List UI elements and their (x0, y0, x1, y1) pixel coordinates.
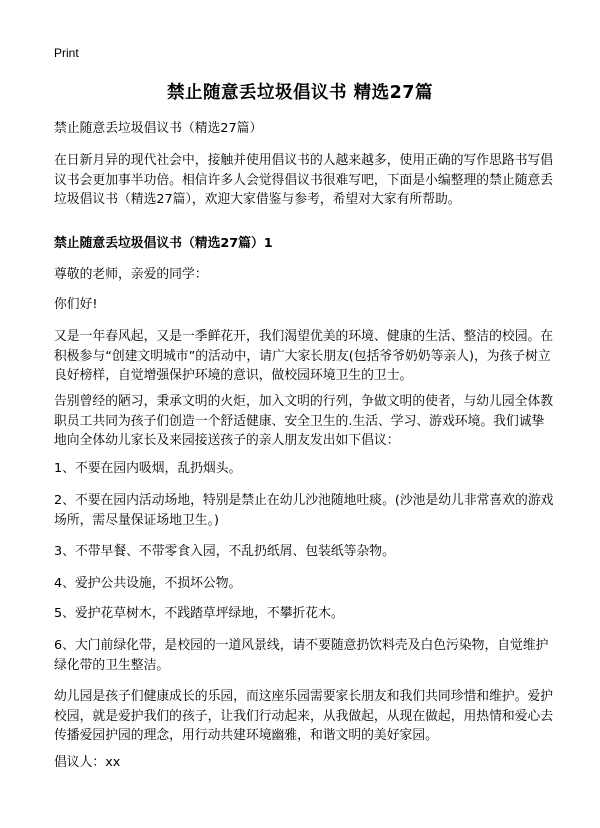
paragraph-2: 告别曾经的陋习，秉承文明的火炬，加入文明的行列，争做文明的使者，与幼儿园全体教职员工共同为孩子们创造一个舒适健康、安全卫生的.生活、学习、游戏环境。我们诚挚地向全体幼儿家长及来园接送孩子的亲人朋友发出如下倡议： (54, 394, 554, 448)
signature: 倡议人：xx (54, 755, 121, 770)
paragraph-1: 又是一年春风起，又是一季鲜花开，我们渴望优美的环境、健康的生活、整洁的校园。在积极参与“创建文明城市”的活动中，请广大家长朋友(包括爷爷奶奶等亲人)，为孩子树立良好榜样，自觉增强保护环境的意识，做校园环境卫生的卫士。 (54, 329, 554, 383)
intro-paragraph: 在日新月异的现代社会中，接触并使用倡议书的人越来越多，使用正确的写作思路书写倡议书会更加事半功倍。相信许多人会觉得倡议书很难写吧，下面是小编整理的禁止随意丢垃圾倡议书（精选27篇），欢迎大家借鉴与参考，希望对大家有所帮助。 (54, 153, 554, 207)
list-item-2: 2、不要在园内活动场地，特别是禁止在幼儿沙池随地吐痰。(沙池是幼儿非常喜欢的游戏场所，需尽量保证场地卫生。) (54, 493, 554, 528)
subtitle: 禁止随意丢垃圾倡议书（精选27篇） (54, 121, 263, 136)
page-title: 禁止随意丢垃圾倡议书 精选27篇 (167, 83, 433, 103)
greeting: 尊敬的老师，亲爱的同学： (54, 267, 208, 282)
hello-line: 你们好! (54, 297, 98, 312)
list-item-5: 5、爱护花草树木，不践踏草坪绿地，不攀折花木。 (54, 606, 344, 621)
section-heading: 禁止随意丢垃圾倡议书（精选27篇）1 (54, 236, 273, 251)
print-link[interactable]: Print (54, 46, 79, 60)
closing-paragraph: 幼儿园是孩子们健康成长的乐园，而这座乐园需要家长朋友和我们共同珍惜和维护。爱护校园，就是爱护我们的孩子，让我们行动起来，从我做起，从现在做起，用热情和爱心去传播爱园护园的理念，用行动共建环境幽雅，和谐文明的美好家园。 (54, 689, 554, 743)
list-item-6: 6、大门前绿化带，是校园的一道风景线，请不要随意扔饮料壳及白色污染物，自觉维护绿化带的卫生整洁。 (54, 638, 549, 673)
list-item-4: 4、爱护公共设施，不损坏公物。 (54, 576, 242, 591)
list-item-1: 1、不要在园内吸烟，乱扔烟头。 (54, 461, 242, 476)
list-item-3: 3、不带早餐、不带零食入园，不乱扔纸屑、包装纸等杂物。 (54, 544, 395, 559)
